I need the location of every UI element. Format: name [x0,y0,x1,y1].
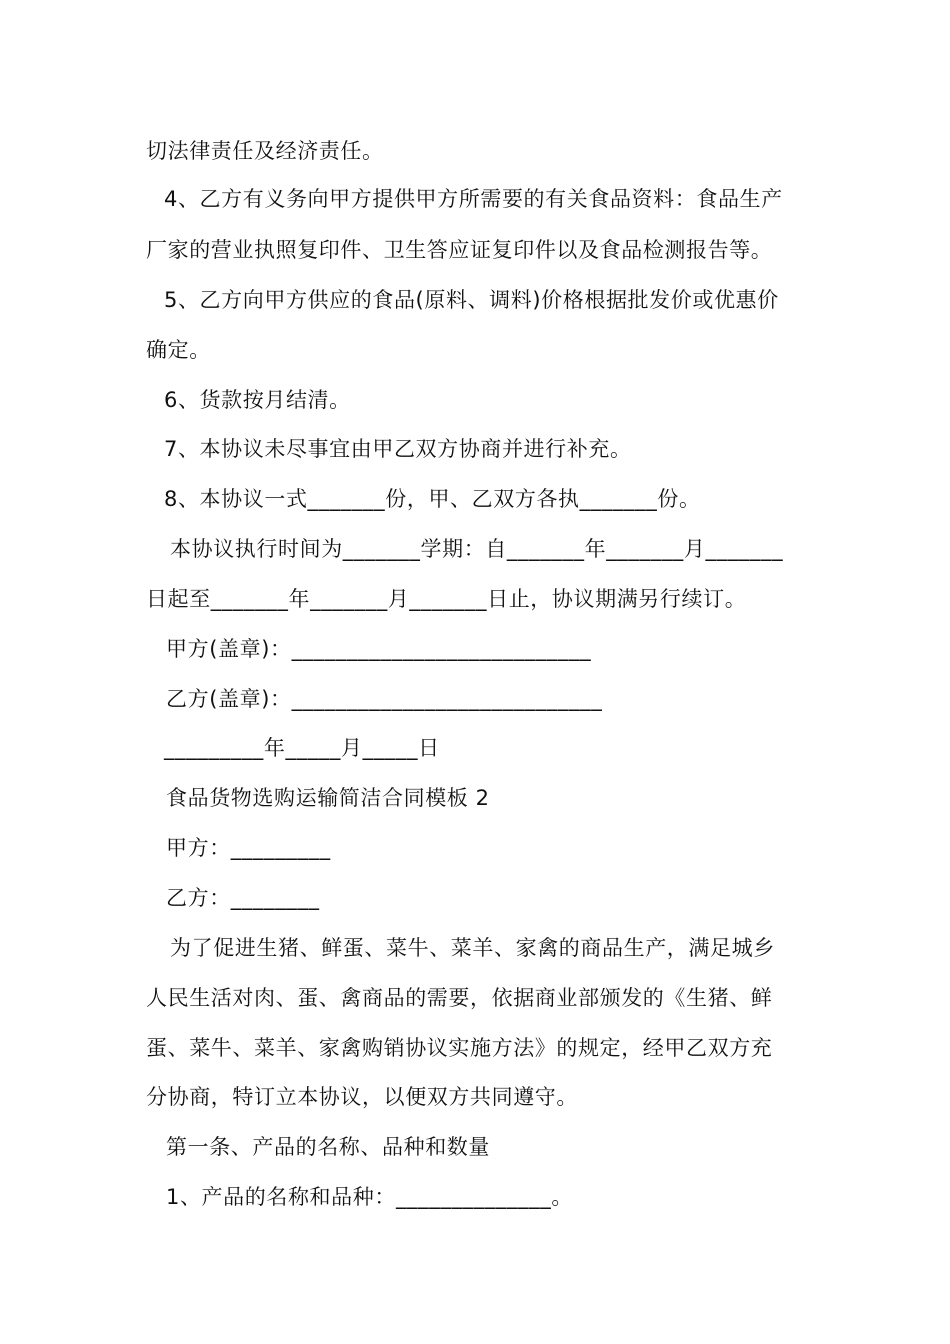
signature-line-party-a: 甲方(盖章)：___________________________ [166,637,592,661]
text-line: 日起至_______年_______月_______日止，协议期满另行续订。 [146,587,747,611]
text-line: 8、本协议一式_______份，甲、乙双方各执_______份。 [164,487,701,511]
date-line: _________年_____月_____日 [164,736,440,760]
clause-heading: 第一条、产品的名称、品种和数量 [166,1135,490,1159]
text-line: 4、乙方有义务向甲方提供甲方所需要的有关食品资料：食品生产 [164,187,783,211]
text-line: 厂家的营业执照复印件、卫生答应证复印件以及食品检测报告等。 [146,238,773,262]
text-line: 6、货款按月结清。 [164,388,351,412]
text-line: 确定。 [146,338,211,362]
section-title: 食品货物选购运输简洁合同模板 2 [166,786,490,810]
text-line: 分协商，特订立本协议，以便双方共同遵守。 [146,1085,578,1109]
text-line: 5、乙方向甲方供应的食品(原料、调料)价格根据批发价或优惠价 [164,288,779,312]
party-b-line: 乙方：________ [166,886,320,910]
text-line: 切法律责任及经济责任。 [146,139,384,163]
text-line: 本协议执行时间为_______学期：自_______年_______月_______ [170,537,784,561]
party-a-line: 甲方：_________ [166,836,331,860]
text-line: 蛋、菜牛、菜羊、家禽购销协议实施方法》的规定，经甲乙双方充 [146,1036,773,1060]
text-line: 为了促进生猪、鲜蛋、菜牛、菜羊、家禽的商品生产，满足城乡 [170,936,775,960]
text-line: 1、产品的名称和品种：______________。 [166,1185,573,1209]
signature-line-party-b: 乙方(盖章)：____________________________ [166,687,603,711]
text-line: 人民生活对肉、蛋、禽商品的需要，依据商业部颁发的《生猪、鲜 [146,986,773,1010]
text-line: 7、本协议未尽事宜由甲乙双方协商并进行补充。 [164,437,632,461]
